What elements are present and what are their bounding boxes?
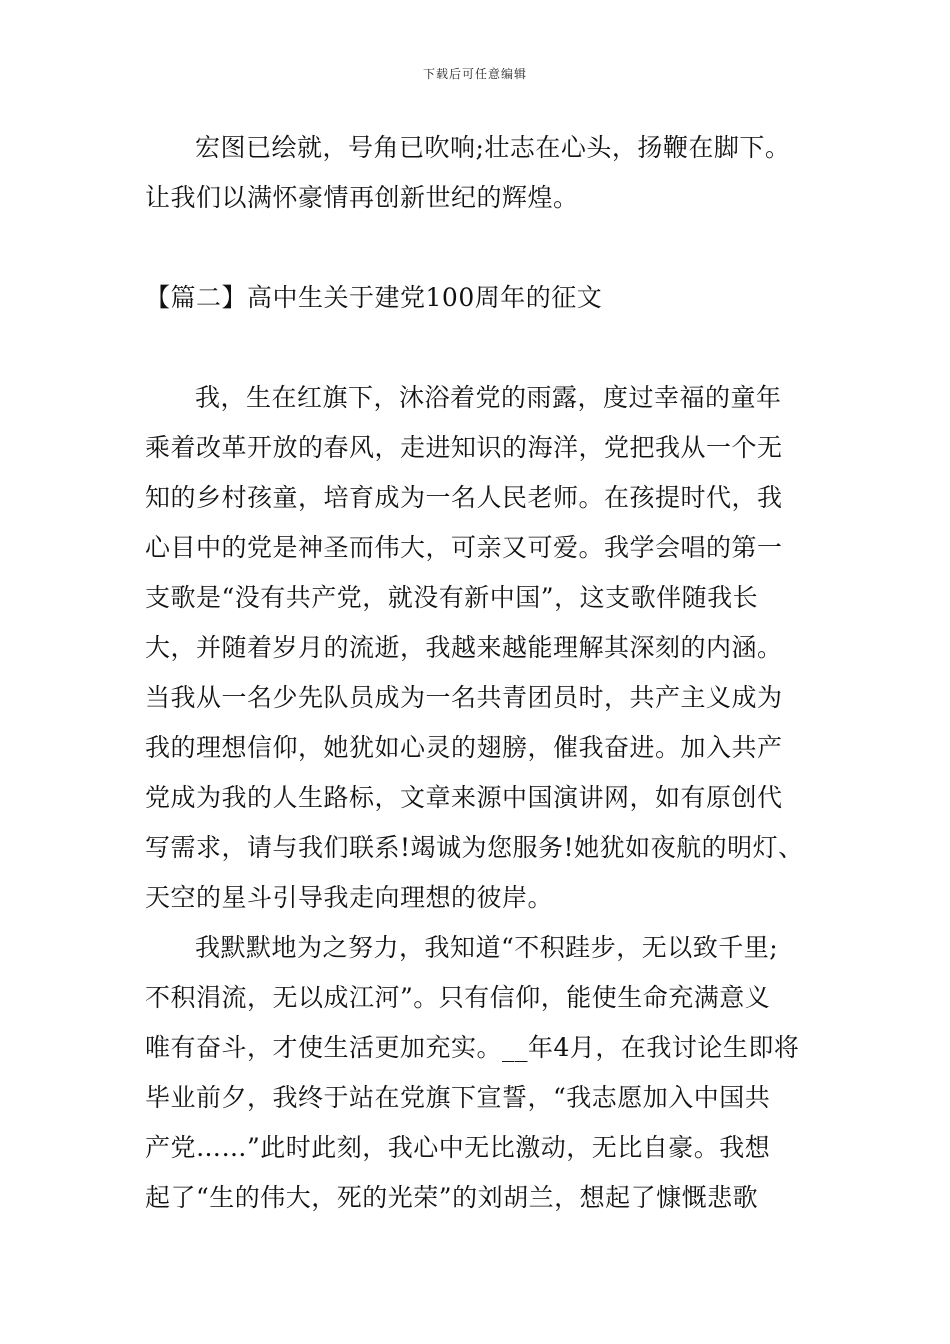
page-header: 下载后可任意编辑 bbox=[422, 67, 527, 81]
paragraph2-line-4: 毕业前夕，我终于站在党旗下宣誓，“我志愿加入中国共 bbox=[145, 1083, 771, 1112]
paragraph1-line-3: 知的乡村孩童，培育成为一名人民老师。在孩提时代，我 bbox=[145, 483, 783, 512]
paragraph1-line-8: 我的理想信仰，她犹如心灵的翅膀，催我奋进。加入共产 bbox=[145, 733, 783, 762]
paragraph1-line-2: 乘着改革开放的春风，走进知识的海洋，党把我从一个无 bbox=[145, 433, 783, 462]
paragraph2-line-6: 起了“生的伟大，死的光荣”的刘胡兰，想起了慷慨悲歌 bbox=[145, 1183, 759, 1212]
paragraph1-line-4: 心目中的党是神圣而伟大，可亲又可爱。我学会唱的第一 bbox=[145, 533, 783, 562]
paragraph1-line-11: 天空的星斗引导我走向理想的彼岸。 bbox=[145, 883, 554, 912]
paragraph2-line-1: 我默默地为之努力，我知道“不积跬步，无以致千里; bbox=[195, 933, 779, 962]
paragraph1-line-10: 写需求，请与我们联系!竭诚为您服务!她犹如夜航的明灯、 bbox=[145, 833, 804, 862]
paragraph1-line-1: 我，生在红旗下，沐浴着党的雨露，度过幸福的童年 bbox=[195, 383, 782, 412]
paragraph1-line-6: 大，并随着岁月的流逝，我越来越能理解其深刻的内涵。 bbox=[145, 633, 783, 662]
paragraph1-line-9: 党成为我的人生路标，文章来源中国演讲网，如有原创代 bbox=[145, 783, 783, 812]
paragraph2-line-5: 产党……”此时此刻，我心中无比激动，无比自豪。我想 bbox=[145, 1133, 771, 1162]
paragraph2-line-3: 唯有奋斗，才使生活更加充实。__年4月，在我讨论生即将 bbox=[145, 1033, 800, 1062]
paragraph1-line-5: 支歌是“没有共产党，就没有新中国”，这支歌伴随我长 bbox=[145, 583, 759, 612]
intro-line-1: 宏图已绘就，号角已吹响;壮志在心头，扬鞭在脚下。 bbox=[195, 133, 791, 162]
paragraph1-line-7: 当我从一名少先队员成为一名共青团员时，共产主义成为 bbox=[145, 683, 783, 712]
section-heading: 【篇二】高中生关于建党100周年的征文 bbox=[145, 283, 603, 312]
intro-line-2: 让我们以满怀豪情再创新世纪的辉煌。 bbox=[145, 183, 579, 212]
paragraph2-line-2: 不积涓流，无以成江河”。只有信仰，能使生命充满意义 bbox=[145, 983, 771, 1012]
